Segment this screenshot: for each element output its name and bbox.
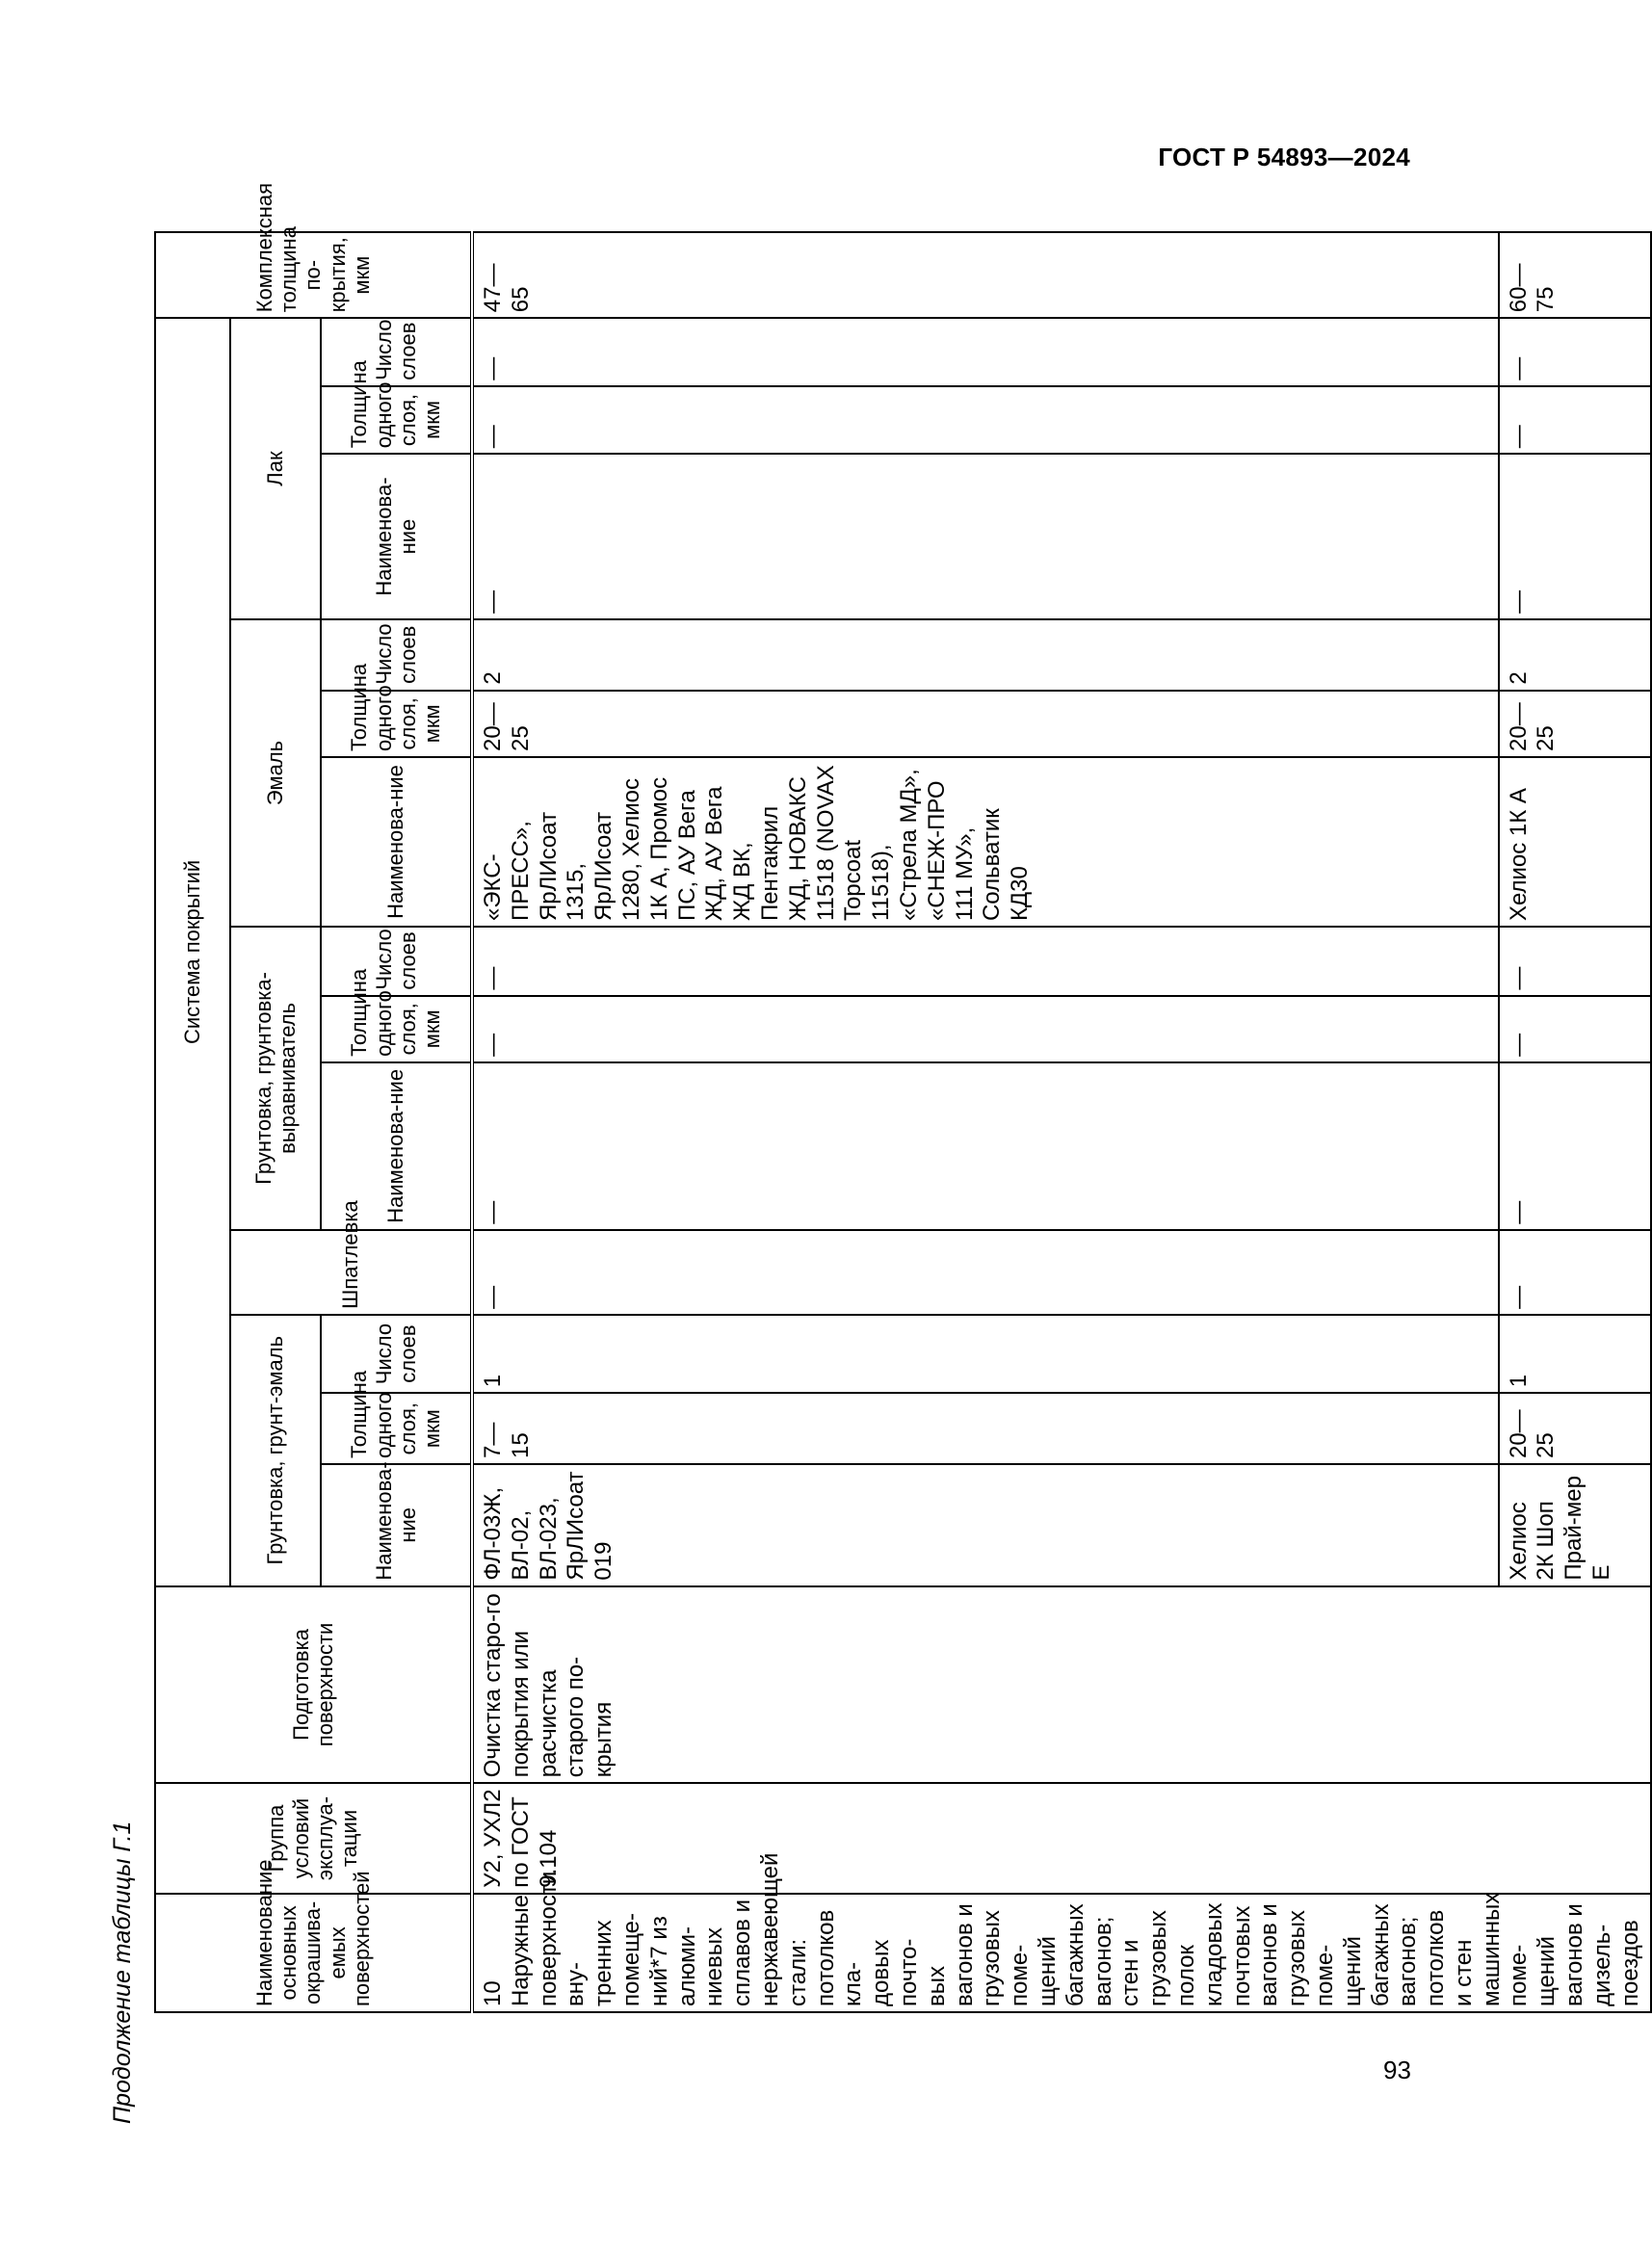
header-primer-thickness: Толщина одного слоя, мкм [321,1393,472,1464]
primer-thickness-cell: 7—15 [472,1393,1499,1464]
primer-layers-cell: 1 [472,1315,1499,1393]
header-lacquer: Лак [230,318,321,619]
coating-systems-table [154,182,1652,2013]
leveler-layers-cell: — [472,927,1499,996]
page-number: 93 [1383,2056,1411,2084]
primer-name-cell: ФЛ-03Ж, ВЛ-02, ВЛ-023, ЯрЛИсоат 019 [472,1464,1499,1586]
header-enamel: Эмаль [230,619,321,927]
lacquer-thickness-cell: — [472,386,1499,454]
header-lacquer-layers: Число слоев [321,318,472,386]
total-thickness-cell: 60—75 [1499,232,1652,318]
surface-prep-cell: Очистка старо-го покрытия или расчистка старого по-крытия [472,1586,1651,1784]
header-operating-group: Группа условий эксплуа-тации [155,1783,472,1893]
header-enamel-name: Наименова-ние [321,757,472,927]
operating-group-cell: У2, УХЛ2 по ГОСТ 9.104 [472,1783,1651,1893]
enamel-layers-cell: 2 [472,619,1499,691]
enamel-thickness-cell: 20—25 [1499,691,1652,757]
header-lacquer-thickness: Толщина одного слоя, мкм [321,386,472,454]
leveler-layers-cell: — [1499,927,1652,996]
surface-name-cell: 10 Наружные поверхности вну-тренних помеще-ний*7 из алюми-ниевых сплавов и нержавеющей стали: потолков кла-довых почто-вых вагонов и грузовых поме-щений багажных вагонов; стен и грузовых полок кладовых почтовых вагонов и грузовых поме-щений багажных вагонов; потолков и стен машинных поме-щений вагонов и дизель-поездов [472,1894,1651,2012]
header-leveler-layers: Число слоев [321,927,472,996]
lacquer-layers-cell: — [1499,318,1652,386]
header-lacquer-name: Наименова-ние [321,454,472,619]
header-surface-name: Наименование основных окрашива-емых поверхностей [155,1894,472,2012]
header-primer-layers: Число слоев [321,1315,472,1393]
header-leveler-name: Наименова-ние [321,1062,472,1230]
header-leveler-thickness: Толщина одного слоя, мкм [321,996,472,1062]
lacquer-name-cell: — [1499,454,1652,619]
total-thickness-cell: 47—65 [472,232,1499,318]
primer-layers-cell: 1 [1499,1315,1652,1393]
putty-cell: — [1499,1230,1652,1315]
header-coating-system: Система покрытий [155,318,230,1585]
leveler-name-cell: — [1499,1062,1652,1230]
header-putty: Шпатлевка [230,1230,472,1315]
header-primer-leveler: Грунтовка, грунтовка-выравниватель [230,927,321,1230]
primer-thickness-cell: 20—25 [1499,1393,1652,1464]
header-enamel-layers: Число слоев [321,619,472,691]
lacquer-name-cell: — [472,454,1499,619]
primer-name-cell: Хелиос 2К Шоп Прай-мер Е [1499,1464,1652,1586]
header-primer: Грунтовка, грунт-эмаль [230,1315,321,1586]
header-surface-prep: Подготовка поверхности [155,1586,472,1784]
enamel-name-cell: «ЭКС-ПРЕСС», ЯрЛИсоат 1315, ЯрЛИсоат 1280, Хелиос 1К А, Промос ПС, АУ Вега ЖД, АУ Вега ЖД ВК, Пентакрил ЖД, НОВАКС 11518 (NOVAX Topcoat 11518), «Стрела МД», «СНЕЖ-ПРО 111 МУ», Сольватик КД30 [472,757,1499,927]
leveler-thickness-cell: — [1499,996,1652,1062]
enamel-layers-cell: 2 [1499,619,1652,691]
header-total-thickness: Комплексная толщина по-крытия, мкм [155,232,472,318]
putty-cell: — [472,1230,1499,1315]
lacquer-thickness-cell: — [1499,386,1652,454]
leveler-name-cell: — [472,1062,1499,1230]
header-enamel-thickness: Толщина одного слоя, мкм [321,691,472,757]
header-row-1 [155,232,230,2012]
enamel-thickness-cell: 20—25 [472,691,1499,757]
rotated-table-wrapper [154,182,1643,2013]
lacquer-layers-cell: — [472,318,1499,386]
table-row [472,232,1499,2012]
enamel-name-cell: Хелиос 1К А [1499,757,1652,927]
table-caption: Продолжение таблицы Г.1 [109,1821,136,2124]
header-primer-name: Наименова-ние [321,1464,472,1586]
standard-number: ГОСТ Р 54893—2024 [1158,143,1410,171]
leveler-thickness-cell: — [472,996,1499,1062]
